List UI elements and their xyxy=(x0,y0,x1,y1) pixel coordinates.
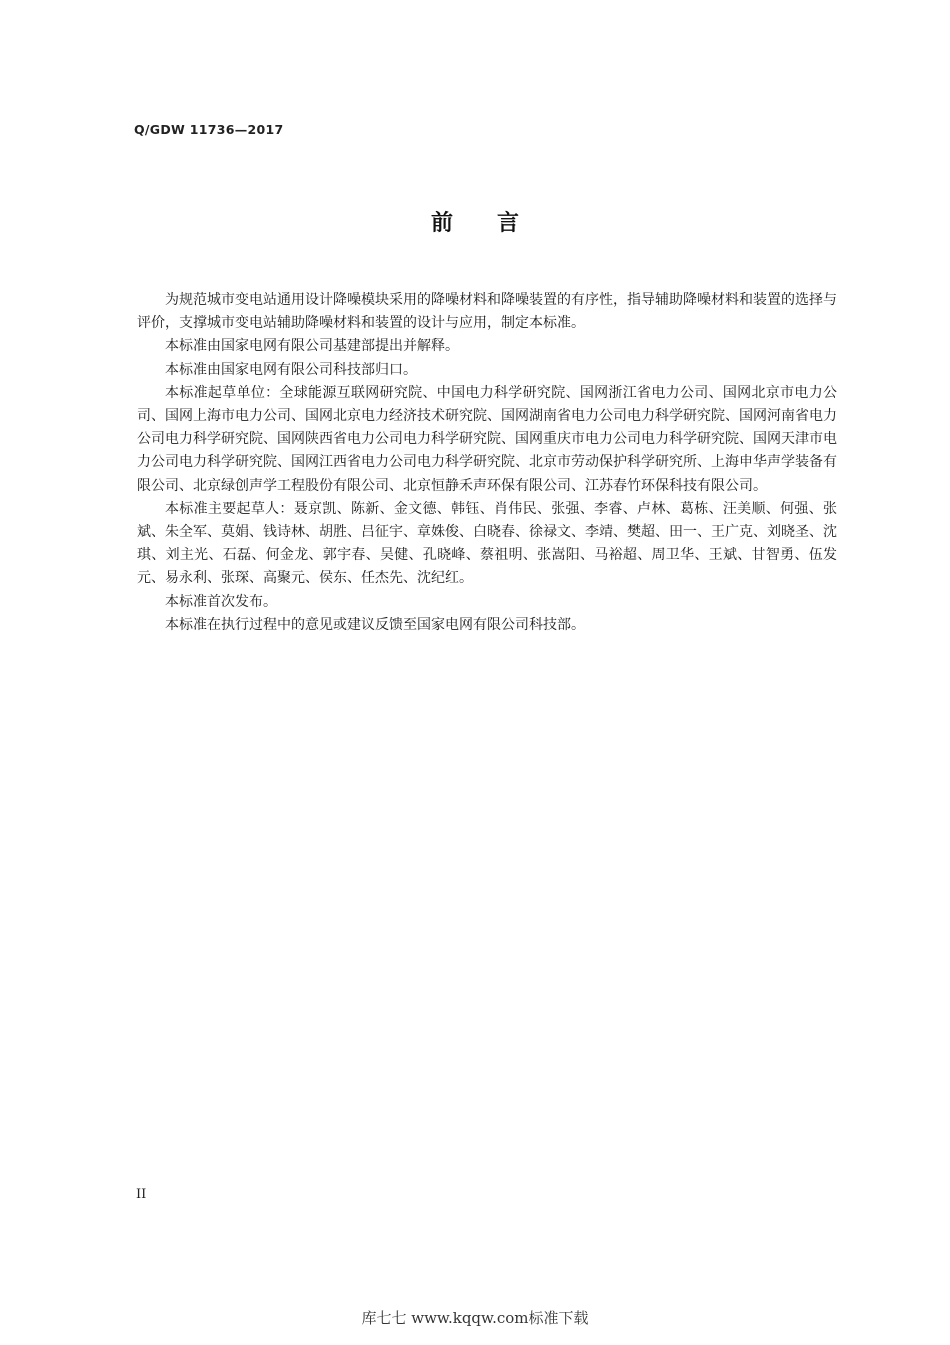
paragraph-proposer: 本标准由国家电网有限公司基建部提出并解释。 xyxy=(165,338,459,355)
paragraph-first-release: 本标准首次发布。 xyxy=(165,593,277,610)
paragraph-drafters: 本标准主要起草人：聂京凯、陈新、金文德、韩钰、肖伟民、张强、李睿、卢林、葛栋、汪美顺、何强、张斌、朱全军、莫娟、钱诗林、胡胜、吕征宇、章姝俊、白晓春、徐禄文、李靖、樊超、田一、王广克、刘晓圣、沈琪、刘主光、石磊、何金龙、郭宇春、吴健、孔晓峰、蔡祖明、张嵩阳、马裕超、周卫华、王斌、甘智勇、伍发元、易永利、张琛、高聚元、侯东、任杰先、沈纪红。 xyxy=(137,500,837,587)
document-code: Q/GDW 11736—2017 xyxy=(134,122,284,137)
foreword-body xyxy=(137,289,837,637)
paragraph-feedback: 本标准在执行过程中的意见或建议反馈至国家电网有限公司科技部。 xyxy=(165,616,585,633)
paragraph-drafting-units: 本标准起草单位：全球能源互联网研究院、中国电力科学研究院、国网浙江省电力公司、国网北京市电力公司、国网上海市电力公司、国网北京电力经济技术研究院、国网湖南省电力公司电力科学研究院、国网河南省电力公司电力科学研究院、国网陕西省电力公司电力科学研究院、国网重庆市电力公司电力科学研究院、国网天津市电力公司电力科学研究院、国网江西省电力公司电力科学研究院、北京市劳动保护科学研究所、上海申华声学装备有限公司、北京绿创声学工程股份有限公司、北京恒静禾声环保有限公司、江苏春竹环保科技有限公司。 xyxy=(137,384,837,494)
title-char-1: 前 xyxy=(430,211,453,236)
title-char-2: 言 xyxy=(497,211,520,236)
paragraph-purpose: 为规范城市变电站通用设计降噪模块采用的降噪材料和降噪装置的有序性，指导辅助降噪材料和装置的选择与评价，支撑城市变电站辅助降噪材料和装置的设计与应用，制定本标准。 xyxy=(137,292,837,332)
page-number: II xyxy=(136,1187,147,1202)
download-watermark: 库七七 www.kqqw.com标准下载 xyxy=(361,1309,589,1327)
page-title xyxy=(0,206,950,237)
paragraph-administrator: 本标准由国家电网有限公司科技部归口。 xyxy=(165,361,417,378)
